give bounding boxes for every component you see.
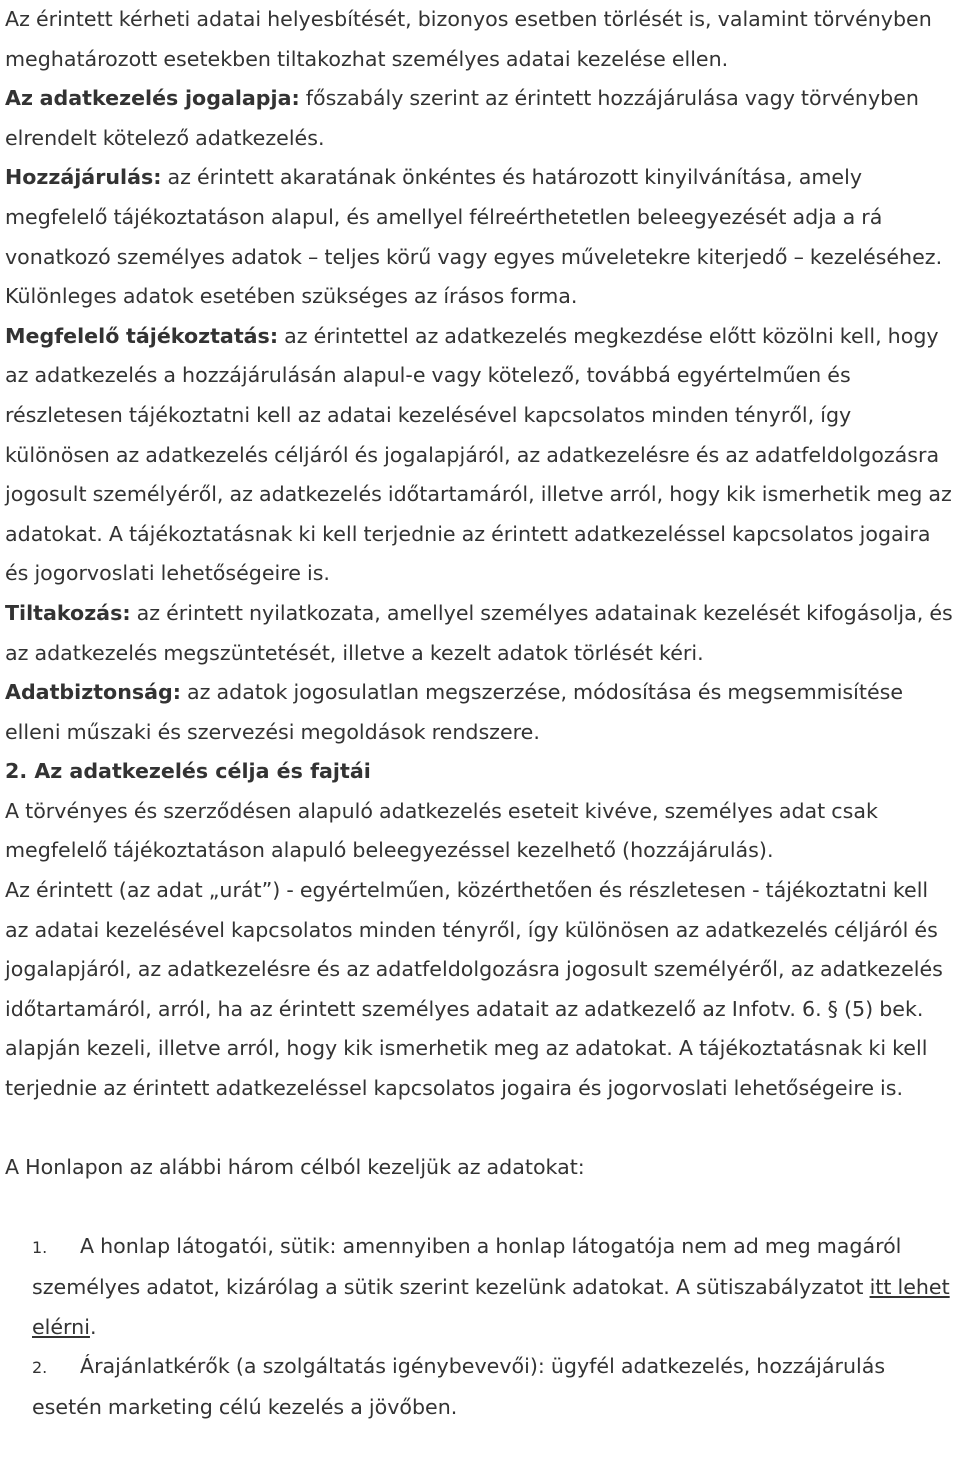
definition-text: az adatok jogosulatlan megszerzése, módosítása és megsemmisítése elleni műszaki és szervezési megoldások rendszere.: [5, 680, 904, 744]
list-item: [32, 1227, 955, 1347]
list-item-number: 1.: [32, 1238, 48, 1258]
definition-text: az érintett nyilatkozata, amellyel személyes adatainak kezelését kifogásolja, és az adatkezelés megszüntetését, illetve a kezelt adatok törlését kéri.: [5, 600, 953, 665]
definition-text: az érintettel az adatkezelés megkezdése előtt közölni kell, hogy az adatkezelés a hozzájárulásán alapul-e vagy kötelező, továbbá egyértelműen és részletesen tájékoztatni kell az adatai kezelésével kapcsolatos minden tényről, így különösen az adatkezelés céljáról és jogalapjáról, az adatkezelésre és az adatfeldolgozásra jogosult személyéről, az adatkezelés időtartamáról, illetve arról, hogy kik ismerhetik meg az adatokat. A tájékoztatásnak ki kell terjednie az érintett adatkezeléssel kapcsolatos jogaira és jogorvoslati lehetőségeire is.: [5, 323, 952, 586]
definition-term: Adatbiztonság:: [5, 680, 181, 705]
definition-objection: [5, 594, 955, 673]
section-heading: 2. Az adatkezelés célja és fajtái: [5, 759, 371, 784]
rights-intro-paragraph: Az érintett kérheti adatai helyesbítését, bizonyos esetben törlését is, valamint törvényben meghatározott esetekben tiltakozhat személyes adatai kezelése ellen.: [5, 7, 932, 71]
spacer: [5, 1109, 955, 1149]
list-item-number: 2.: [32, 1358, 48, 1378]
definition-legal-basis: [5, 79, 955, 158]
list-item: [32, 1347, 955, 1427]
definition-term: Az adatkezelés jogalapja:: [5, 86, 300, 111]
spacer: [5, 1188, 955, 1228]
definition-term: Megfelelő tájékoztatás:: [5, 323, 279, 348]
definition-term: Tiltakozás:: [5, 600, 131, 625]
definition-term: Hozzájárulás:: [5, 165, 162, 190]
definition-consent: [5, 158, 955, 316]
cookie-policy-link[interactable]: itt lehet elérni: [32, 1275, 950, 1339]
definition-text: főszabály szerint az érintett hozzájárulása vagy törvényben elrendelt kötelező adatkezelés.: [5, 86, 919, 150]
definition-data-security: [5, 673, 955, 752]
list-item-text: A honlap látogatói, sütik: amennyiben a honlap látogatója nem ad meg magáról személyes adatot, kizárólag a sütik szerint kezelünk adatokat. A sütiszabályzatot: [32, 1234, 902, 1299]
section-paragraph-consent: A törvényes és szerződésen alapuló adatkezelés eseteit kivéve, személyes adat csak megfelelő tájékoztatáson alapuló beleegyezéssel kezelhető (hozzájárulás).: [5, 798, 878, 863]
list-item-text-end: .: [89, 1314, 97, 1339]
purposes-intro: A Honlapon az alábbi három célból kezeljük az adatokat:: [5, 1155, 585, 1180]
definition-information: [5, 317, 955, 594]
list-item-text: Árajánlatkérők (a szolgáltatás igénybevevői): ügyfél adatkezelés, hozzájárulás esetén marketing célú kezelés a jövőben.: [32, 1354, 886, 1419]
section-paragraph-information: Az érintett (az adat „urát”) - egyértelműen, közérthetően és részletesen - tájékoztatni kell az adatai kezelésével kapcsolatos minden tényről, így különösen az adatkezelés céljáról és jogalapjáról, az adatkezelésre és az adatfeldolgozásra jogosult személyéről, az adatkezelés időtartamáról, arról, ha az érintett személyes adatait az adatkezelő az Infotv. 6. § (5) bek. alapján kezeli, illetve arról, hogy kik ismerhetik meg az adatokat. A tájékoztatásnak ki kell terjednie az érintett adatkezeléssel kapcsolatos jogaira és jogorvoslati lehetőségeire is.: [5, 878, 943, 1101]
purposes-list: [5, 1227, 955, 1427]
definition-text: az érintett akaratának önkéntes és határozott kinyilvánítása, amely megfelelő tájékoztatáson alapul, és amellyel félreérthetetlen beleegyezését adja a rá vonatkozó személyes adatok – teljes körű vagy egyes műveletekre kiterjedő – kezeléséhez. Különleges adatok esetében szükséges az írásos forma.: [5, 165, 943, 309]
